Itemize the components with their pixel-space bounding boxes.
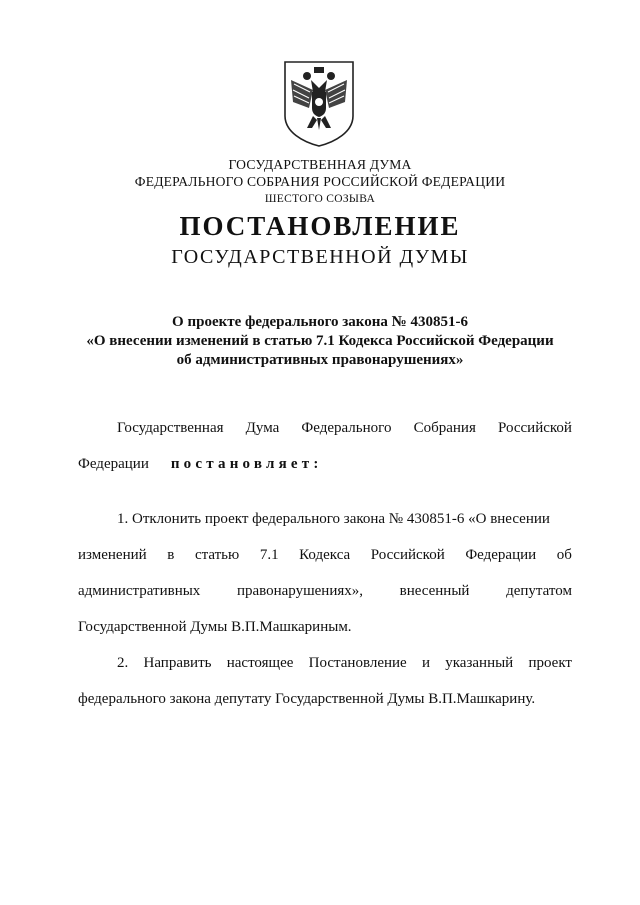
word: указанный	[445, 655, 514, 671]
coat-of-arms-emblem	[279, 58, 359, 148]
word: Постановление	[308, 655, 407, 671]
word: настоящее	[226, 655, 294, 671]
item1-line-2	[78, 547, 572, 564]
word: Направить	[143, 655, 212, 671]
subject-line-2: «О внесении изменений в статью 7.1 Кодекса Российской Федерации	[86, 333, 554, 349]
word: внесенный	[399, 583, 470, 599]
word: 2.	[117, 655, 129, 671]
word: Собрания	[413, 420, 476, 436]
word: правонарушениях»,	[236, 583, 364, 599]
word: Дума	[245, 420, 280, 436]
word: Российской	[498, 420, 572, 436]
item2-line-2: федерального закона депутату Государственной Думы В.П.Машкарину.	[78, 691, 536, 707]
header-line-3: ШЕСТОГО СОЗЫВА	[264, 193, 376, 205]
word: изменений	[78, 547, 147, 563]
word: Федерации	[78, 456, 149, 472]
document-subtitle: ГОСУДАРСТВЕННОЙ ДУМЫ	[171, 246, 469, 268]
word: административных	[78, 583, 201, 599]
word: Кодекса	[299, 547, 351, 563]
preamble-line-1	[117, 420, 572, 437]
word: Государственная	[117, 420, 224, 436]
preamble-line-2	[78, 456, 572, 473]
header-line-1: ГОСУДАРСТВЕННАЯ ДУМА	[228, 157, 412, 172]
document-title: ПОСТАНОВЛЕНИЕ	[179, 211, 461, 241]
word: Федерации	[465, 547, 537, 563]
word: Российской	[370, 547, 445, 563]
subject-line-3: об административных правонарушениях»	[176, 352, 464, 368]
item1-line-3	[78, 583, 572, 600]
word: об	[556, 547, 572, 563]
word: депутатом	[506, 583, 572, 599]
word: в	[167, 547, 175, 563]
word: и	[421, 655, 430, 671]
header-line-2: ФЕДЕРАЛЬНОГО СОБРАНИЯ РОССИЙСКОЙ ФЕДЕРАЦИИ	[134, 174, 506, 189]
subject-line-1: О проекте федерального закона № 430851-6	[172, 314, 468, 330]
item1-line-1: 1. Отклонить проект федерального закона № 430851-6 «О внесении	[117, 511, 550, 527]
word: 7.1	[259, 547, 279, 563]
word: статью	[194, 547, 240, 563]
item1-line-4: Государственной Думы В.П.Машкариным.	[78, 619, 352, 635]
item2-line-1	[117, 655, 572, 672]
resolves-keyword: постановляет:	[170, 456, 323, 472]
word: проект	[528, 655, 572, 671]
word: Федерального	[301, 420, 392, 436]
